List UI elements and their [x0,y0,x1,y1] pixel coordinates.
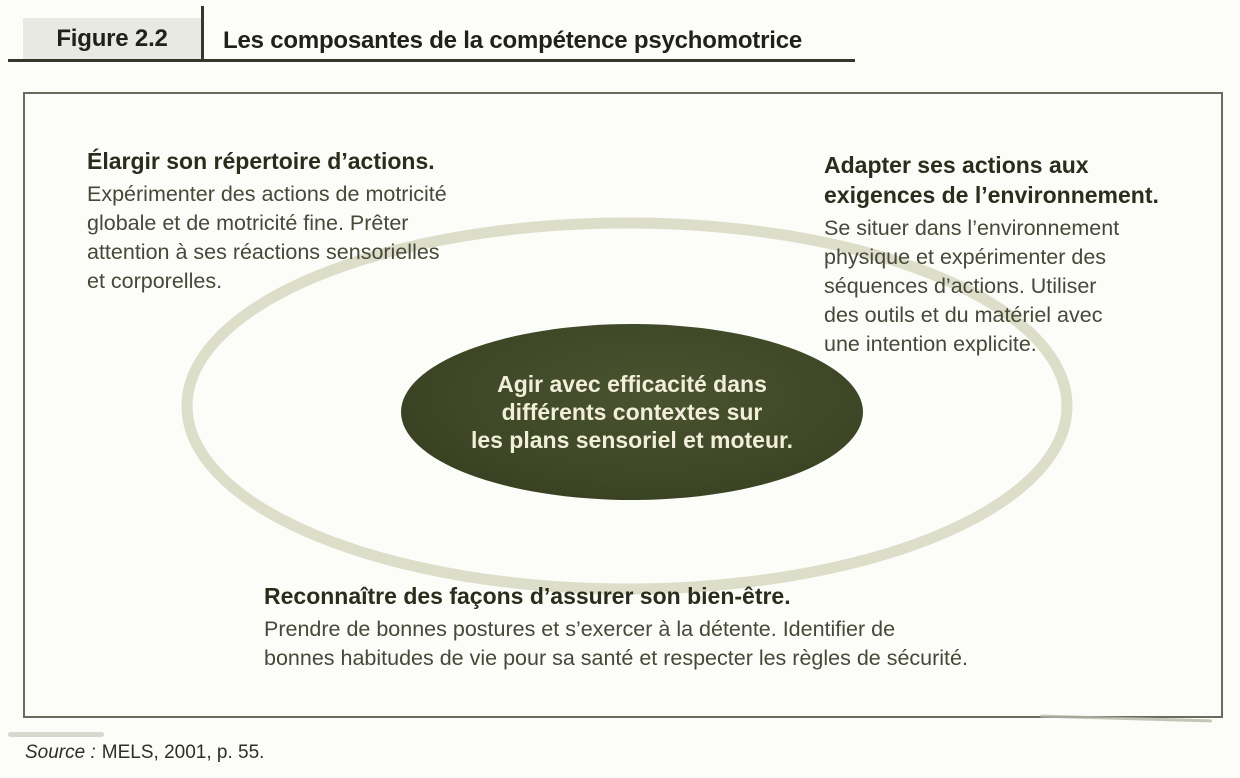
figure-label: Figure 2.2 [56,25,168,52]
block-body-line: séquences d’actions. Utiliser [824,274,1097,298]
block-body-line: des outils et du matériel avec [824,303,1103,327]
block-heading: Reconnaître des façons d’assurer son bien-être. [264,583,791,609]
figure-title: Les composantes de la compétence psychomotrice [223,27,802,54]
source-text: MELS, 2001, p. 55. [101,742,265,763]
block-body [87,180,447,296]
center-ellipse-text-line: différents contextes sur [501,399,763,425]
block-body-line: Expérimenter des actions de motricité [87,182,447,206]
figure-label-box [23,18,201,60]
block-body-line: Prendre de bonnes postures et s’exercer à la détente. Identifier de [264,617,896,641]
block-bien-etre [264,581,968,673]
block-heading: Adapter ses actions aux [824,152,1089,178]
header-divider-line [201,6,204,62]
header-underline [8,59,855,62]
block-body-line: attention à ses réactions sensorielles [87,240,440,264]
block-body-line: Se situer dans l’environnement [824,216,1120,240]
block-body-line: physique et expérimenter des [824,245,1107,269]
block-heading: exigences de l’environnement. [824,182,1159,208]
block-heading: Élargir son répertoire d’actions. [87,148,435,174]
block-body-line: bonnes habitudes de vie pour sa santé et respecter les règles de sécurité. [264,646,968,670]
block-adapter-actions [824,150,1159,359]
block-elargir-repertoire [87,146,447,296]
source-label: Source : [25,742,96,763]
center-ellipse-text-line: Agir avec efficacité dans [497,371,767,397]
block-body [264,615,968,673]
block-body-line: globale et de motricité fine. Prêter [87,211,409,235]
center-ellipse-text-line: les plans sensoriel et moteur. [470,427,794,453]
block-body [824,214,1159,359]
diagram-frame [23,92,1223,718]
source-line [25,742,264,764]
scan-artifact [8,732,104,737]
center-ellipse [401,324,863,500]
block-body-line: et corporelles. [87,269,223,293]
block-body-line: une intention explicite. [824,332,1037,356]
